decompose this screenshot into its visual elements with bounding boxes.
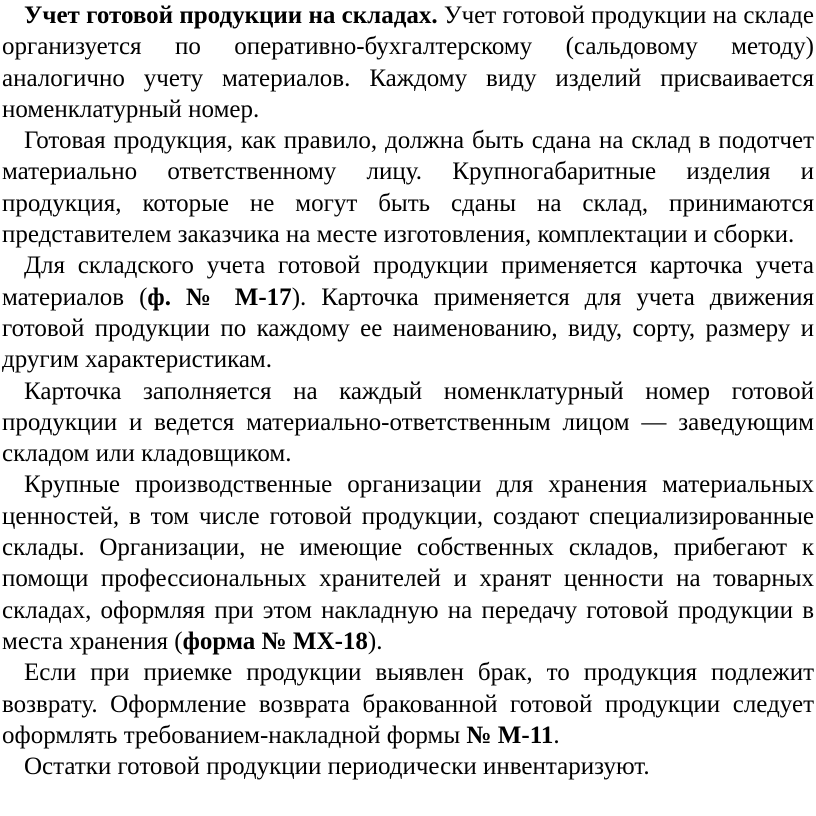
paragraph-text: ). Карточка применяется для учета движения готовой продукции по каждому ее наименованию, виду, сорту, размеру и другим характеристикам. — [2, 283, 815, 374]
paragraph-text: Крупные производственные организации для хранения материальных ценностей, в том числе готовой продукции, создают специализированные склады. Организации, не имеющие собственных складов, прибегают к помощи профессиональных хранителей и хранят ценности на товарных складах, оформляя при этом накладную на передачу готовой продукции в места хранения ( — [2, 471, 814, 655]
form-reference: ф. № М-17 — [147, 283, 292, 311]
paragraph-text: Остатки готовой продукции периодически инвентаризуют. — [24, 753, 650, 781]
paragraph-text: Для складского учета готовой продукции применяется карточка учета материалов ( — [2, 252, 814, 311]
paragraph-card-fill — [2, 376, 814, 470]
paragraph-text: Учет готовой продукции на складе организуется по оперативно-бухгалтерскому (сальдовому методу) аналогично учету материалов. Каждому виду изделий присваивается номенклатурный номер. — [2, 2, 814, 123]
paragraph-storage — [2, 125, 814, 250]
paragraph-text: ). — [367, 627, 383, 655]
form-reference: форма № МХ-18 — [182, 627, 368, 655]
form-reference: № М-11 — [466, 721, 554, 749]
paragraph-defects — [2, 657, 814, 751]
paragraph-text: Готовая продукция, как правило, должна быть сдана на склад в подотчет материально ответственному лицу. Крупногабаритные изделия и продукция, которые не могут быть сданы на склад, принимаются представителем заказчика на месте изготовления, комплектации и сборки. — [2, 127, 814, 249]
paragraph-card — [2, 250, 814, 375]
paragraph-warehouses — [2, 469, 814, 657]
paragraph-text: Если при приемке продукции выявлен брак, то продукция подлежит возврату. Оформление возврата бракованной готовой продукции следует оформлять требованием-накладной формы — [2, 659, 814, 749]
paragraph-text: . — [553, 721, 560, 749]
paragraph-text: Карточка заполняется на каждый номенклатурный номер готовой продукции и ведется материально-ответственным лицом — заведующим складом или кладовщиком. — [2, 377, 814, 468]
paragraph-inventory — [2, 751, 814, 782]
section-heading: Учет готовой продукции на складах. — [24, 2, 438, 29]
paragraph-intro — [2, 0, 814, 125]
